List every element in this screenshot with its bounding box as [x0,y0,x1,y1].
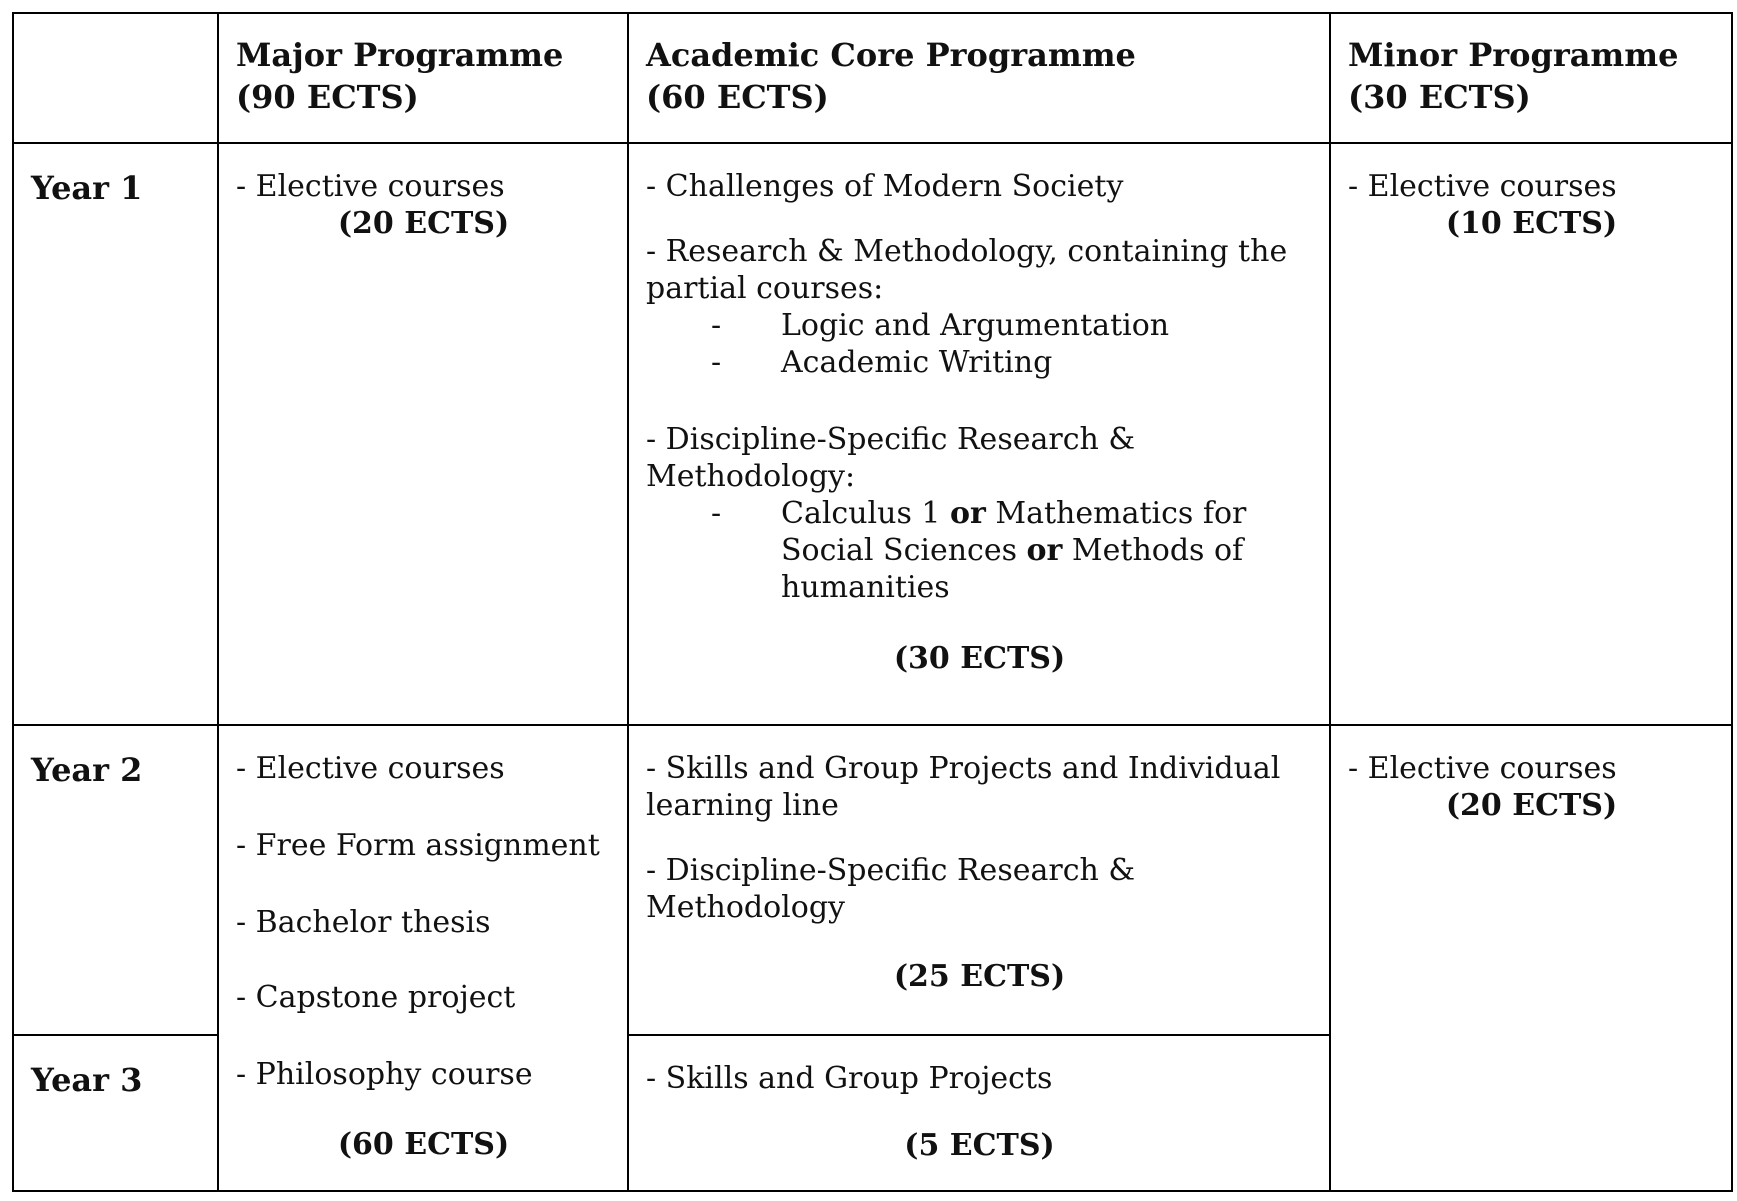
header-major-programme [218,13,628,143]
year1-core-subitem: - Logic and Argumentation [711,308,1170,343]
year1-core-item: - Research & Methodology, containing the partial courses: [646,234,1288,306]
major-item: - Free Form assignment [236,828,600,863]
year3-core-cell [628,1035,1330,1191]
year1-minor-item: - Elective courses [1348,169,1617,204]
list-dash: - [711,496,722,531]
core-programme-ects: (60 ECTS) [646,78,829,116]
major-item: - Capstone project [236,980,516,1015]
year1-core-item: - Challenges of Modern Society [646,169,1124,204]
major-item: - Elective courses [236,751,505,786]
year2-label: Year 2 [31,751,143,789]
major-item: - Philosophy course [236,1057,533,1092]
year2-core-item: - Discipline-Specific Research & Methodology [646,853,1136,925]
year3-core-item: - Skills and Group Projects [646,1061,1053,1096]
year1-minor-ects: (10 ECTS) [1445,206,1618,241]
core-programme-title: Academic Core Programme [646,36,1136,74]
minor-item: - Elective courses [1348,751,1617,786]
header-empty-cell [13,13,218,143]
year1-core-cell [628,143,1330,725]
year1-core-subitem: - Academic Writing [711,345,1053,380]
year2-3-minor-cell [1330,725,1732,1191]
year1-major-item: - Elective courses [236,169,505,204]
year1-label-cell [13,143,218,725]
major-item: - Bachelor thesis [236,905,491,940]
minor-programme-title: Minor Programme [1348,36,1679,74]
year1-label: Year 1 [31,169,143,207]
major-programme-title: Major Programme [236,36,564,74]
year3-label-cell [13,1035,218,1191]
year3-label: Year 3 [31,1061,143,1099]
programme-table [12,12,1733,1192]
year1-major-ects: (20 ECTS) [337,206,510,241]
list-dash: - [711,308,722,343]
minor-ects: (20 ECTS) [1445,788,1618,823]
year3-core-ects: (5 ECTS) [904,1128,1055,1163]
year2-label-cell [13,725,218,1035]
year1-core-subitem: - Calculus 1 or Mathematics for Social Sciences or Methods of humanities [711,496,1247,605]
year1-core-ects: (30 ECTS) [893,641,1066,676]
list-dash: - [711,345,722,380]
minor-programme-ects: (30 ECTS) [1348,78,1531,116]
year1-major-cell [218,143,628,725]
header-academic-core-programme [628,13,1330,143]
header-minor-programme [1330,13,1732,143]
year2-core-cell [628,725,1330,1035]
year1-row [13,143,1732,725]
year1-minor-cell [1330,143,1732,725]
major-ects: (60 ECTS) [337,1127,510,1162]
header-row [13,13,1732,143]
year2-core-item: - Skills and Group Projects and Individual learning line [646,751,1281,823]
major-programme-ects: (90 ECTS) [236,78,419,116]
year2-core-ects: (25 ECTS) [893,959,1066,994]
year2-row [13,725,1732,1035]
year2-3-major-cell [218,725,628,1191]
year1-core-item: - Discipline-Specific Research & Methodology: [646,422,1136,494]
